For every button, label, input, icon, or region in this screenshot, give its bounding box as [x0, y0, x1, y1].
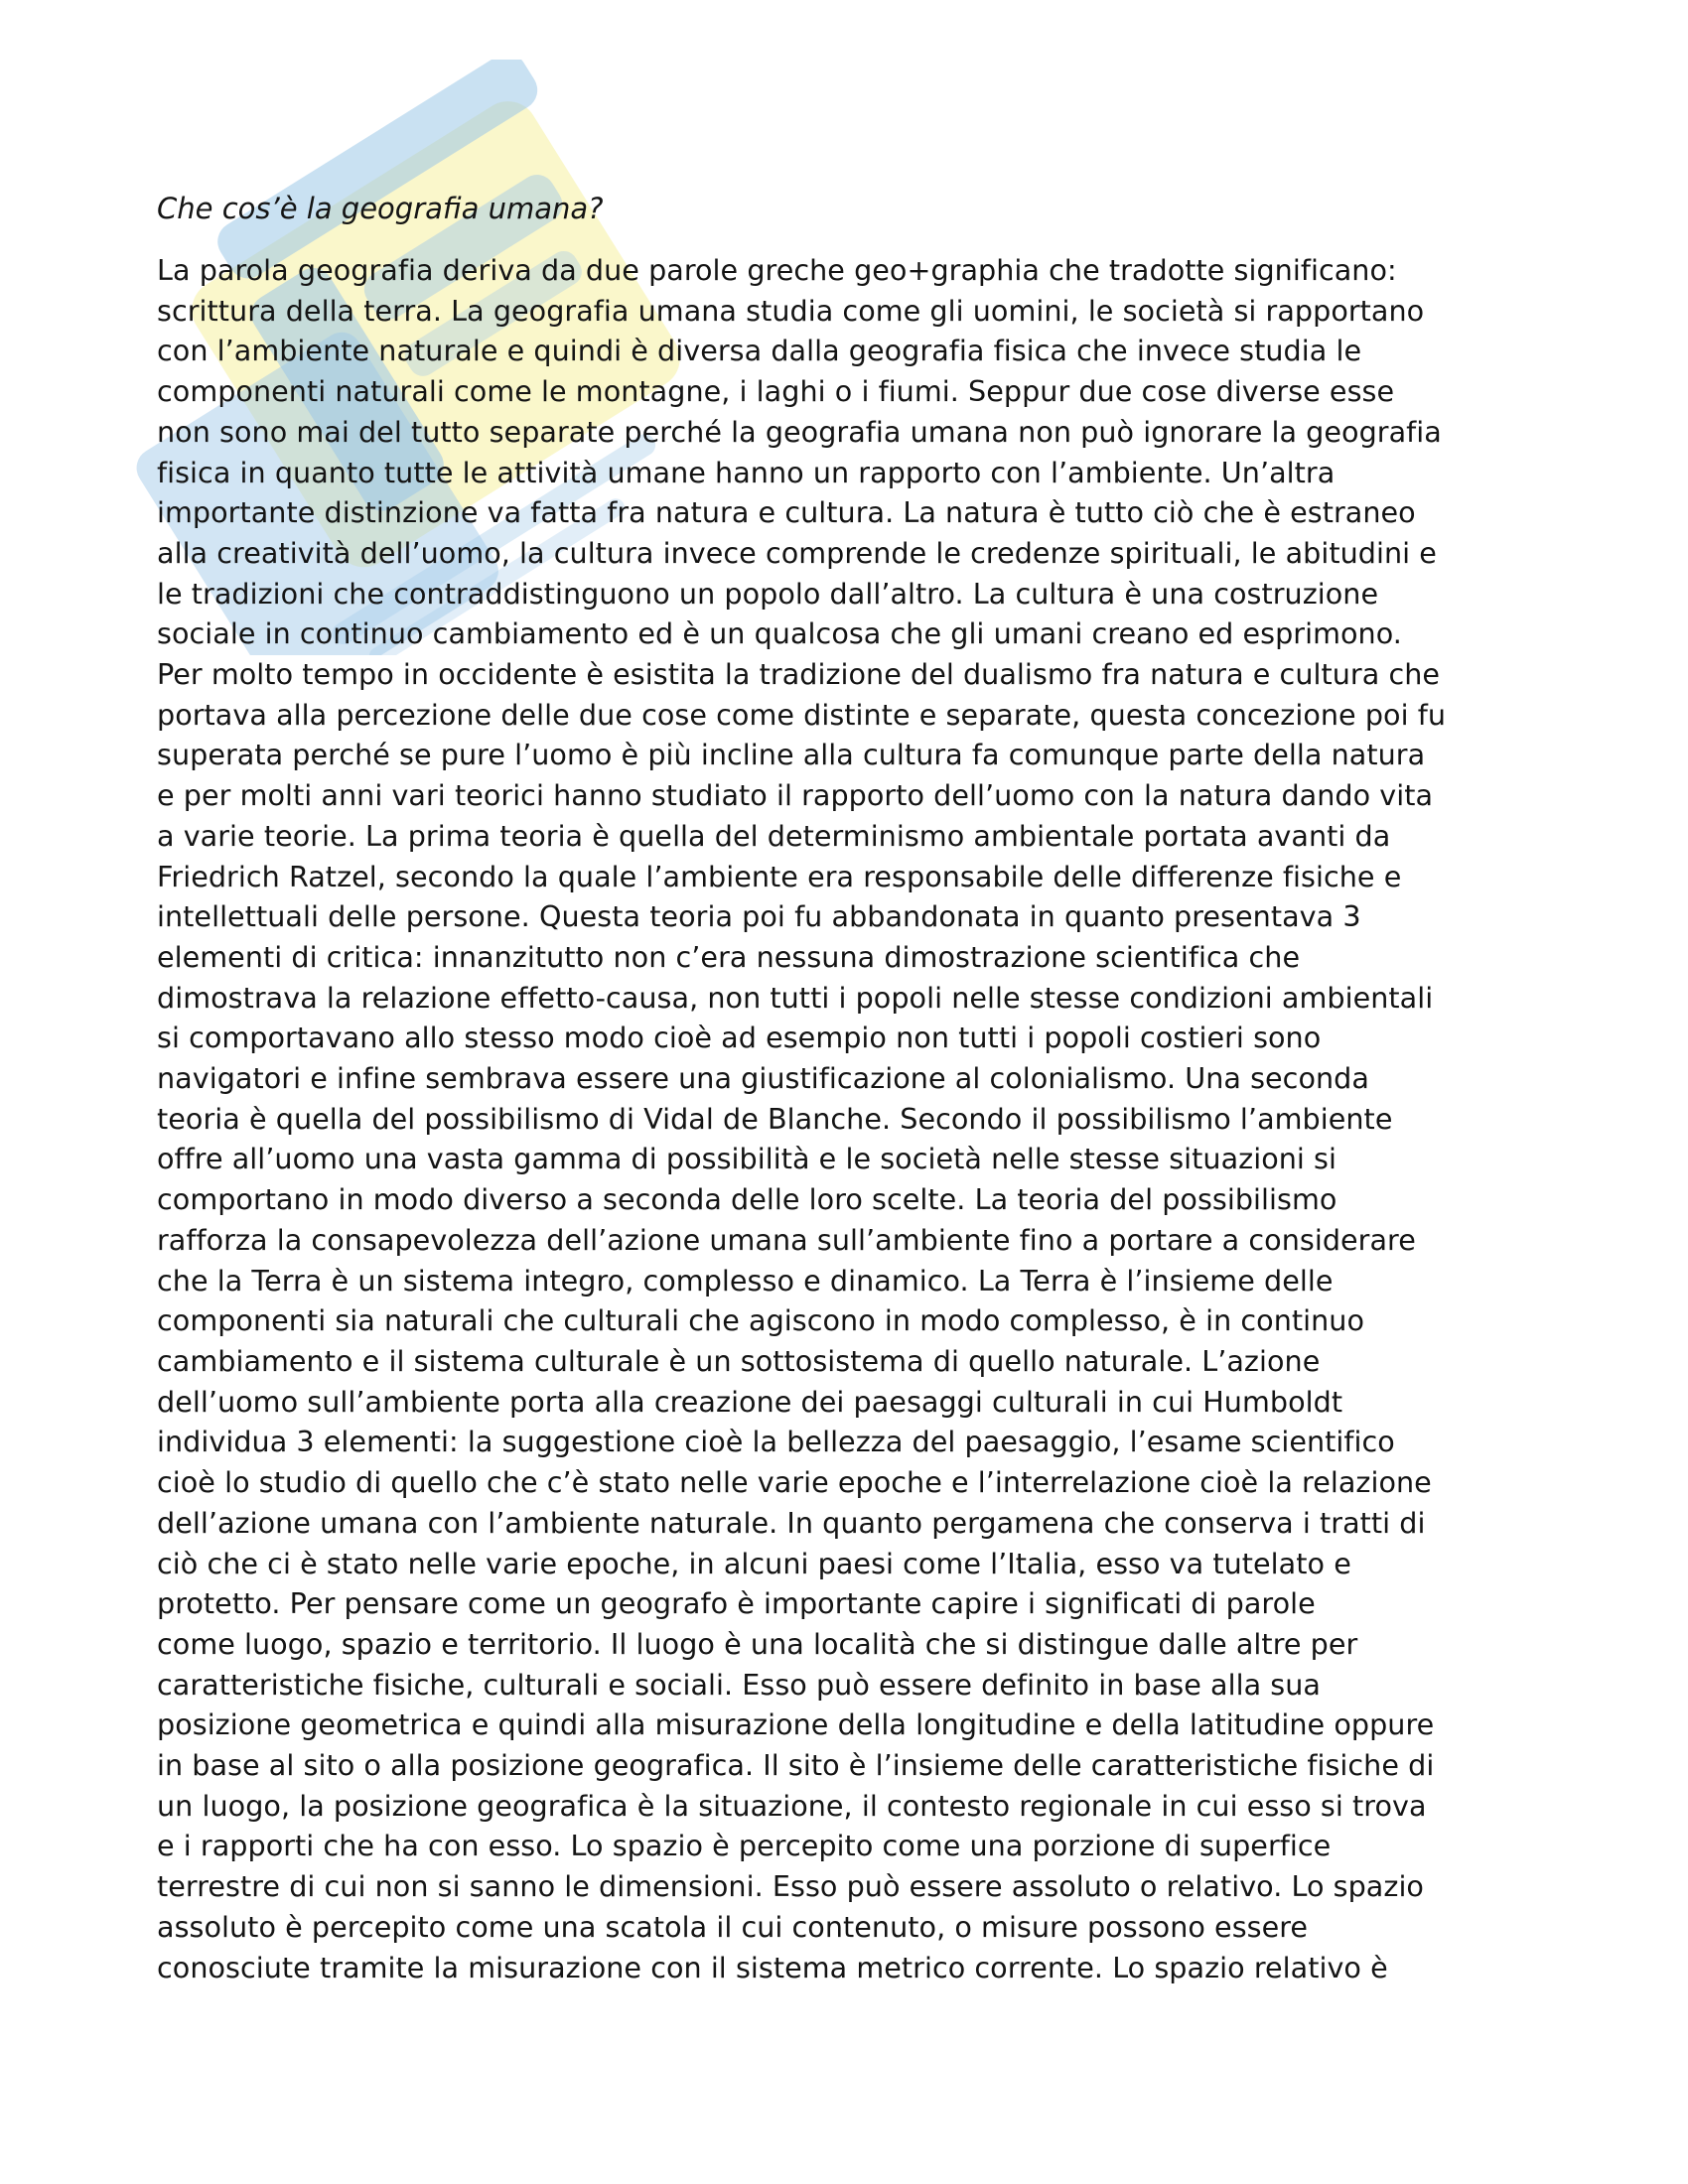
body-line: comportano in modo diverso a seconda delle loro scelte. La teoria del possibilismo: [157, 1182, 1337, 1217]
body-line: La parola geografia deriva da due parole greche geo+graphia che tradotte significano:: [157, 253, 1397, 287]
document-title: Che cos’è la geografia umana?: [157, 192, 604, 225]
body-line: sociale in continuo cambiamento ed è un qualcosa che gli umani creano ed esprimono.: [157, 616, 1402, 651]
body-line: dell’azione umana con l’ambiente naturale. In quanto pergamena che conserva i tratti di: [157, 1505, 1426, 1540]
body-line: alla creatività dell’uomo, la cultura invece comprende le credenze spirituali, le abitudini e: [157, 535, 1437, 570]
body-line: intellettuali delle persone. Questa teoria poi fu abbandonata in quanto presentava 3: [157, 899, 1361, 934]
body-line: ciò che ci è stato nelle varie epoche, in alcuni paesi come l’Italia, esso va tutelato e: [157, 1546, 1351, 1580]
body-line: componenti sia naturali che culturali che agiscono in modo complesso, è in continuo: [157, 1303, 1365, 1338]
document-content: [157, 189, 1527, 1987]
body-line: in base al sito o alla posizione geografica. Il sito è l’insieme delle caratteristiche fisiche di: [157, 1748, 1435, 1783]
body-line: come luogo, spazio e territorio. Il luogo è una località che si distingue dalle altre per: [157, 1626, 1358, 1661]
body-line: dimostrava la relazione effetto-causa, non tutti i popoli nelle stesse condizioni ambientali: [157, 980, 1434, 1015]
body-line: scrittura della terra. La geografia umana studia come gli uomini, le società si rapportano: [157, 293, 1425, 328]
body-line: cambiamento e il sistema culturale è un sottosistema di quello naturale. L’azione: [157, 1343, 1321, 1378]
body-line: cioè lo studio di quello che c’è stato nelle varie epoche e l’interrelazione cioè la relazione: [157, 1465, 1432, 1500]
body-line: Friedrich Ratzel, secondo la quale l’ambiente era responsabile delle differenze fisiche e: [157, 859, 1402, 893]
body-line: non sono mai del tutto separate perché la geografia umana non può ignorare la geografia: [157, 414, 1442, 449]
body-line: un luogo, la posizione geografica è la situazione, il contesto regionale in cui esso si trova: [157, 1788, 1427, 1823]
body-line: assoluto è percepito come una scatola il cui contenuto, o misure possono essere: [157, 1909, 1309, 1944]
body-line: posizione geometrica e quindi alla misurazione della longitudine e della latitudine oppure: [157, 1707, 1435, 1742]
body-line: superata perché se pure l’uomo è più incline alla cultura fa comunque parte della natura: [157, 738, 1426, 772]
body-line: che la Terra è un sistema integro, complesso e dinamico. La Terra è l’insieme delle: [157, 1263, 1334, 1297]
body-line: Per molto tempo in occidente è esistita la tradizione del dualismo fra natura e cultura che: [157, 657, 1441, 692]
body-line: e per molti anni vari teorici hanno studiato il rapporto dell’uomo con la natura dando vita: [157, 778, 1434, 813]
body-line: importante distinzione va fatta fra natura e cultura. La natura è tutto ciò che è estraneo: [157, 495, 1416, 530]
body-line: componenti naturali come le montagne, i laghi o i fiumi. Seppur due cose diverse esse: [157, 374, 1395, 409]
body-line: rafforza la consapevolezza dell’azione umana sull’ambiente fino a portare a considerare: [157, 1222, 1416, 1257]
body-line: offre all’uomo una vasta gamma di possibilità e le società nelle stesse situazioni si: [157, 1142, 1336, 1176]
body-line: si comportavano allo stesso modo cioè ad esempio non tutti i popoli costieri sono: [157, 1021, 1322, 1055]
body-line: e i rapporti che ha con esso. Lo spazio è percepito come una porzione di superfice: [157, 1829, 1332, 1863]
body-line: dell’uomo sull’ambiente porta alla creazione dei paesaggi culturali in cui Humboldt: [157, 1384, 1343, 1419]
body-line: individua 3 elementi: la suggestione cioè la bellezza del paesaggio, l’esame scientifico: [157, 1425, 1395, 1459]
body-line: fisica in quanto tutte le attività umane hanno un rapporto con l’ambiente. Un’altra: [157, 455, 1336, 489]
body-line: conosciute tramite la misurazione con il sistema metrico corrente. Lo spazio relativo è: [157, 1950, 1388, 1984]
body-line: teoria è quella del possibilismo di Vidal de Blanche. Secondo il possibilismo l’ambiente: [157, 1101, 1393, 1136]
body-line: caratteristiche fisiche, culturali e sociali. Esso può essere definito in base alla sua: [157, 1667, 1322, 1702]
document-body: [157, 250, 1527, 1987]
body-line: portava alla percezione delle due cose come distinte e separate, questa concezione poi fu: [157, 697, 1446, 732]
body-line: protetto. Per pensare come un geografo è importante capire i significati di parole: [157, 1586, 1316, 1621]
body-line: terrestre di cui non si sanno le dimensioni. Esso può essere assoluto o relativo. Lo spazio: [157, 1869, 1424, 1904]
body-line: a varie teorie. La prima teoria è quella del determinismo ambientale portata avanti da: [157, 818, 1391, 853]
body-line: le tradizioni che contraddistinguono un popolo dall’altro. La cultura è una costruzione: [157, 576, 1379, 611]
body-line: navigatori e infine sembrava essere una giustificazione al colonialismo. Una seconda: [157, 1061, 1369, 1096]
body-line: con l’ambiente naturale e quindi è diversa dalla geografia fisica che invece studia le: [157, 334, 1362, 368]
body-line: elementi di critica: innanzitutto non c’era nessuna dimostrazione scientifica che: [157, 939, 1301, 974]
